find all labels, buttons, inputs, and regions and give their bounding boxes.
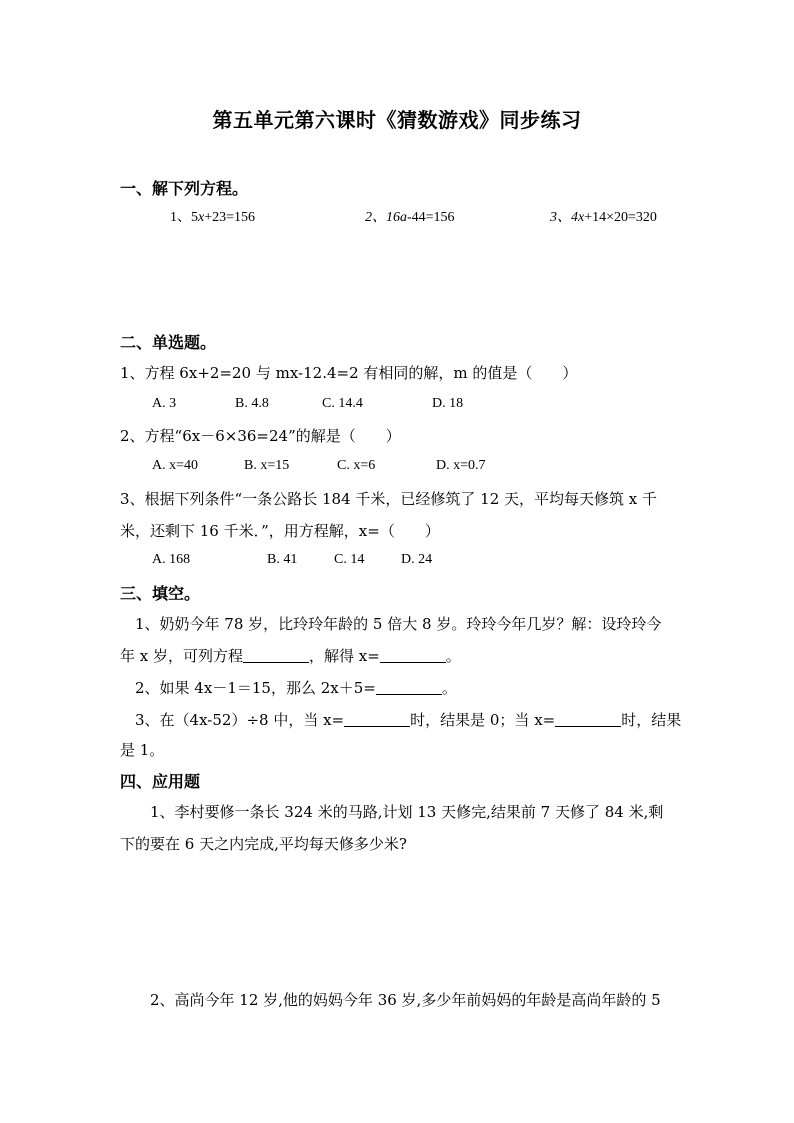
mc-q3-option-a: A. 168 (152, 552, 191, 567)
mc-q2-option-d: D. x=0.7 (436, 458, 486, 473)
equation-3 (550, 206, 657, 226)
mc-q2-option-a: A. x=40 (152, 458, 199, 473)
mc-q1-option-c: C. 14.4 (322, 396, 363, 411)
mc-q3-option-d: D. 24 (401, 552, 433, 567)
mc-q2-option-b: B. x=15 (244, 458, 290, 473)
fill-q1-text-a: 年 x 岁，可列方程 (120, 647, 243, 665)
equation-3-prefix: 3、4 (550, 210, 578, 225)
fill-q1-blank-x[interactable] (380, 648, 446, 663)
mc-q1-option-d: D. 18 (432, 396, 464, 411)
fill-question-2 (135, 677, 457, 698)
mc-question-3-line-1: 3、根据下列条件“一条公路长 184 千米，已经修筑了 12 天，平均每天修筑 x 千 (120, 490, 658, 508)
section-heading-solve-equations: 一、解下列方程。 (120, 179, 249, 198)
mc-question-2: 2、方程“6x－6×36=24”的解是（ ） (120, 427, 401, 445)
equation-2-suffix: -44=156 (407, 210, 455, 225)
word-problem-1-line-1: 1、李村要修一条长 324 米的马路,计划 13 天修完,结果前 7 天修了 84 米,剩 (150, 803, 664, 821)
section-heading-fill-in: 三、填空。 (120, 584, 201, 603)
fill-q1-text-c: 。 (445, 647, 461, 665)
section-heading-word-problems: 四、应用题 (120, 772, 201, 791)
fill-q1-blank-equation[interactable] (243, 648, 309, 663)
fill-q3-blank-1[interactable] (344, 712, 410, 727)
mc-q3-option-c: C. 14 (334, 552, 365, 567)
equation-1-prefix: 1、5 (170, 210, 198, 225)
mc-q3-option-b: B. 41 (267, 552, 298, 567)
mc-q2-option-c: C. x=6 (337, 458, 376, 473)
equation-2-prefix: 2、16 (365, 210, 400, 225)
fill-question-3-line-2: 是 1。 (120, 741, 165, 759)
equation-2-variable: a (400, 210, 407, 225)
page-title: 第五单元第六课时《猜数游戏》同步练习 (212, 108, 582, 132)
word-problem-1-line-2: 下的要在 6 天之内完成,平均每天修多少米? (120, 835, 407, 853)
equation-3-variable: x (578, 210, 585, 225)
mc-question-1: 1、方程 6x+2=20 与 mx-12.4=2 有相同的解，m 的值是（ ） (120, 364, 578, 382)
fill-question-3-line-1 (135, 709, 681, 730)
equation-1 (170, 206, 255, 226)
equation-2 (365, 206, 455, 226)
fill-q2-blank[interactable] (376, 680, 442, 695)
section-heading-multiple-choice: 二、单选题。 (120, 333, 217, 352)
mc-q1-option-a: A. 3 (152, 396, 177, 411)
fill-q2-text-a: 2、如果 4x－1＝15，那么 2x＋5= (135, 679, 376, 697)
fill-q1-text-b: ，解得 x= (309, 647, 380, 665)
equation-1-suffix: +23=156 (204, 210, 256, 225)
fill-q3-text-b: 时，结果是 0；当 x= (410, 711, 556, 729)
fill-question-1-line-1: 1、奶奶今年 78 岁，比玲玲年龄的 5 倍大 8 岁。玲玲今年几岁？解：设玲玲今 (135, 615, 662, 633)
equation-1-variable: x (198, 210, 205, 225)
fill-q3-blank-2[interactable] (555, 712, 621, 727)
fill-question-1-line-2 (120, 645, 461, 666)
fill-q3-text-c: 时，结果 (621, 711, 682, 729)
mc-q1-option-b: B. 4.8 (235, 396, 269, 411)
mc-question-3-line-2: 米，还剩下 16 千米．”，用方程解，x=（ ） (120, 522, 440, 540)
fill-q2-text-b: 。 (441, 679, 457, 697)
word-problem-2-line-1: 2、高尚今年 12 岁,他的妈妈今年 36 岁,多少年前妈妈的年龄是高尚年龄的 5 (150, 991, 661, 1009)
equation-3-suffix: +14×20=320 (584, 210, 657, 225)
fill-q3-text-a: 3、在（4x-52）÷8 中，当 x= (135, 711, 345, 729)
